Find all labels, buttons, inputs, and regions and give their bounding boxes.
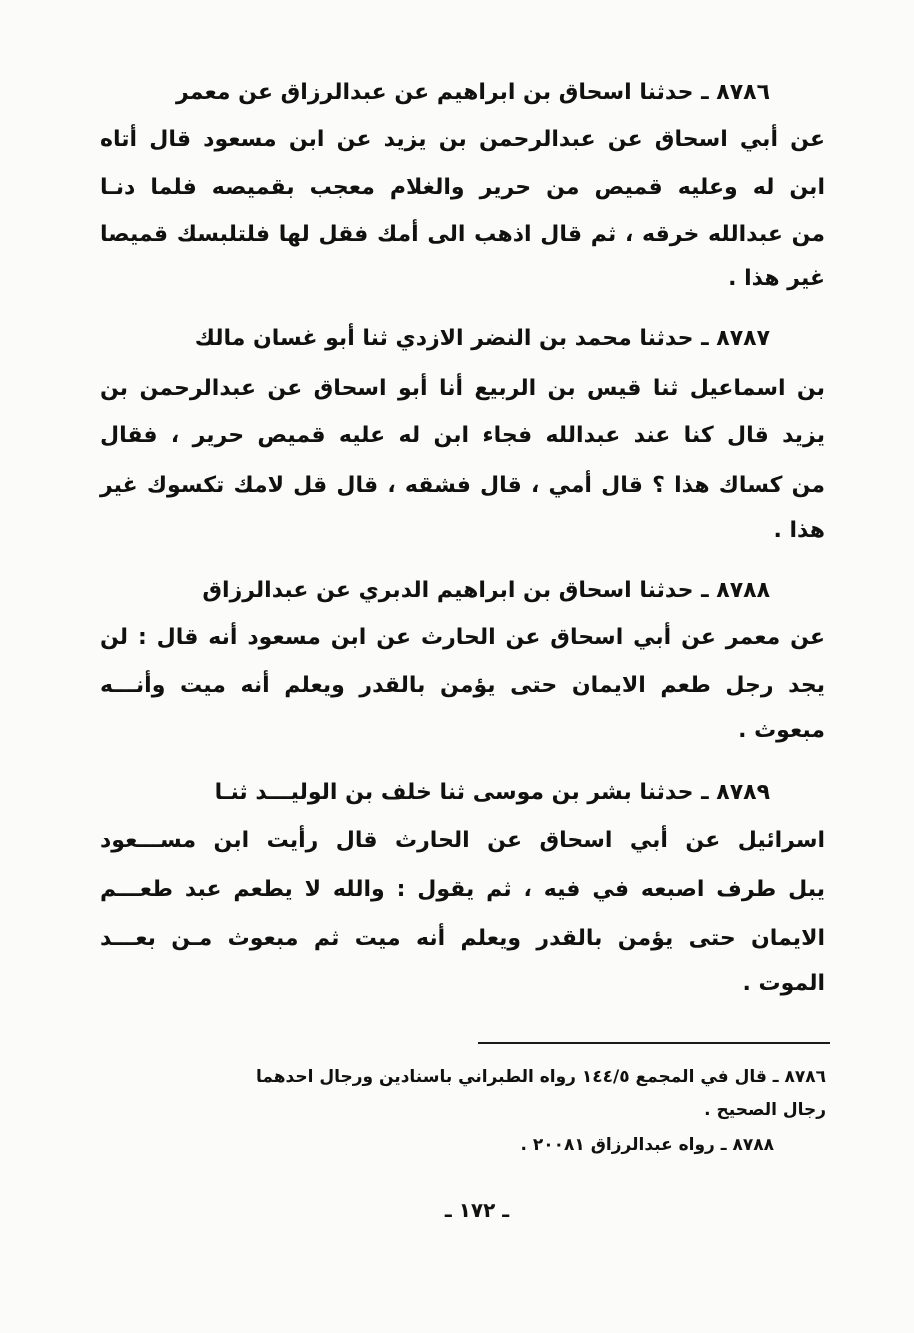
hadith-line: ٨٧٨٩ ـ حدثنا بشر بن موسى ثنا خلف بن الوليـــد ثنـا — [214, 780, 770, 805]
hadith-line: الموت . — [742, 971, 825, 996]
page-number: ـ ١٧٢ ـ — [444, 1198, 510, 1222]
hadith-line: مبعوث . — [738, 718, 825, 743]
footnote-divider — [478, 1042, 830, 1044]
hadith-line: ٨٧٨٦ ـ حدثنا اسحاق بن ابراهيم عن عبدالرزاق عن معمر — [176, 80, 770, 105]
hadith-line: من كساك هذا ؟ قال أمي ، قال فشقه ، قال قل لامك تكسوك غير — [100, 473, 825, 498]
hadith-line: ٨٧٨٨ ـ حدثنا اسحاق بن ابراهيم الدبري عن عبدالرزاق — [202, 578, 770, 603]
hadith-line: يزيد قال كنا عند عبدالله فجاء ابن له عليه قميص حرير ، فقال — [100, 423, 825, 448]
footnote-8788: ٨٧٨٨ ـ رواه عبدالرزاق ٢٠٠٨١ . — [520, 1135, 774, 1155]
hadith-line: هذا . — [773, 518, 825, 543]
hadith-line: غير هذا . — [728, 266, 825, 291]
footnote-8786-continued: رجال الصحيح . — [704, 1100, 826, 1120]
hadith-line: من عبدالله خرقه ، ثم قال اذهب الى أمك فقل لها فلتلبسك قميصا — [100, 222, 825, 247]
footnote-8786: ٨٧٨٦ ـ قال في المجمع ١٤٤/٥ رواه الطبراني باسنادين ورجال احدهما — [255, 1067, 826, 1087]
hadith-line: يجد رجل طعم الايمان حتى يؤمن بالقدر ويعلم أنه ميت وأنـــه — [100, 673, 825, 698]
hadith-line: بن اسماعيل ثنا قيس بن الربيع أنا أبو اسحاق عن عبدالرحمن بن — [100, 376, 825, 401]
hadith-line: يبل طرف اصبعه في فيه ، ثم يقول : والله لا يطعم عبد طعـــم — [100, 877, 825, 902]
hadith-line: عن معمر عن أبي اسحاق عن الحارث عن ابن مسعود أنه قال : لن — [100, 625, 825, 650]
hadith-line: ابن له وعليه قميص من حرير والغلام معجب بقميصه فلما دنـا — [100, 175, 825, 200]
hadith-line: الايمان حتى يؤمن بالقدر ويعلم أنه ميت ثم مبعوث مـن بعـــد — [100, 926, 825, 951]
hadith-line: اسرائيل عن أبي اسحاق عن الحارث قال رأيت ابن مســـعود — [100, 828, 825, 853]
hadith-line: ٨٧٨٧ ـ حدثنا محمد بن النضر الازدي ثنا أبو غسان مالك — [194, 326, 770, 351]
hadith-line: عن أبي اسحاق عن عبدالرحمن بن يزيد عن ابن مسعود قال أتاه — [100, 127, 825, 152]
